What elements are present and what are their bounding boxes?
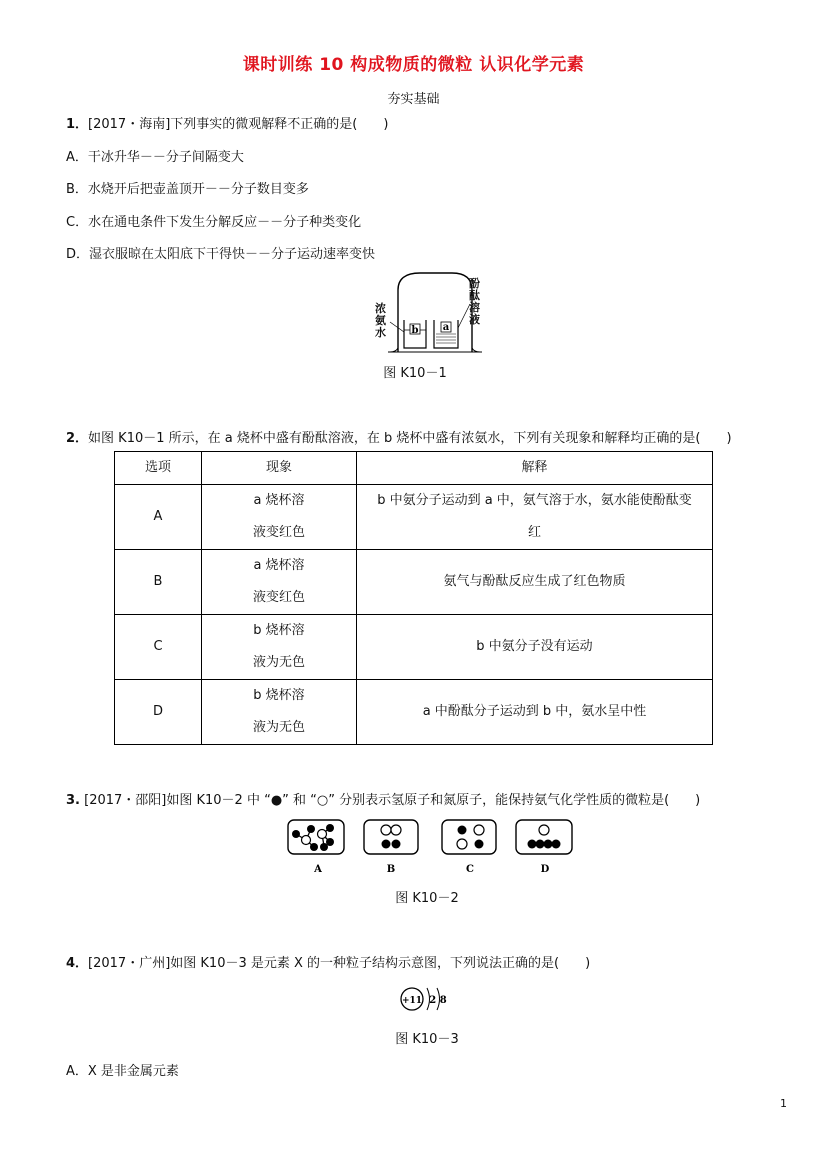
question-4: [66, 952, 590, 971]
question-3: [66, 789, 700, 808]
question-stem: 如图 K10－1 所示，在 a 烧杯中盛有酚酞溶液，在 b 烧杯中盛有浓氨水，下列有关现象和解释均正确的是( ): [88, 431, 732, 446]
figure-caption: 图 K10－3: [395, 1032, 459, 1047]
cell-explanation: b 中氨分子运动到 a 中，氨气溶于水，氨水能使酚酞变 红: [357, 485, 713, 550]
question-stem: [2017・广州]如图 K10－3 是元素 X 的一种粒子结构示意图，下列说法正确的是( ): [88, 956, 591, 971]
cell-option: A: [115, 485, 202, 550]
label-concentrated-ammonia: 浓氨水: [375, 302, 386, 339]
molecule-option-b: [364, 820, 418, 854]
question-number: 4．: [66, 956, 89, 971]
question-number: 3.: [66, 793, 80, 808]
question-number: 2．: [66, 431, 89, 446]
molecule-label-b: B: [386, 864, 396, 875]
option-c: C．水在通电条件下发生分解反应－－分子种类变化: [66, 215, 362, 230]
figure-molecules: [284, 816, 574, 880]
answer-table: [114, 451, 713, 745]
question-1: [66, 113, 388, 132]
cell-option: D: [115, 680, 202, 745]
cell-explanation: b 中氨分子没有运动: [357, 615, 713, 680]
table-row: [115, 615, 713, 680]
section-heading: 夯实基础: [387, 92, 440, 107]
option-a: A．X 是非金属元素: [66, 1064, 179, 1079]
table-row: [115, 550, 713, 615]
molecule-option-d: [516, 820, 572, 854]
cell-option: C: [115, 615, 202, 680]
header-phenomenon: 现象: [202, 452, 357, 485]
molecule-label-c: C: [466, 864, 474, 875]
cell-phenomenon: a 烧杯溶 液变红色: [202, 485, 357, 550]
option-a: A．干冰升华－－分子间隔变大: [66, 150, 244, 165]
question-stem: [2017・海南]下列事实的微观解释不正确的是( ): [88, 117, 389, 132]
cell-phenomenon: b 烧杯溶 液为无色: [202, 680, 357, 745]
table-row: [115, 485, 713, 550]
electron-shells: 2 8: [429, 995, 447, 1006]
beaker-a-label: a: [442, 322, 450, 333]
figure-caption: 图 K10－1: [383, 366, 447, 381]
cell-option: B: [115, 550, 202, 615]
option-d: D．湿衣服晾在太阳底下干得快－－分子运动速率变快: [66, 247, 376, 262]
molecule-label-a: A: [314, 864, 322, 875]
beaker-a: [434, 320, 458, 348]
table-row: [115, 680, 713, 745]
molecule-option-a: [288, 820, 344, 854]
label-phenolphthalein: 酚酞溶液: [469, 277, 480, 326]
beaker-b-label: b: [411, 325, 419, 336]
figure-caption: 图 K10－2: [395, 891, 459, 906]
question-number: 1．: [66, 117, 89, 132]
molecule-option-c: [442, 820, 496, 854]
question-stem: [2017・邵阳]如图 K10－2 中 “●” 和 “○” 分别表示氢原子和氮原子，能保持氨气化学性质的微粒是( ): [84, 793, 701, 808]
cell-phenomenon: b 烧杯溶 液为无色: [202, 615, 357, 680]
page-number: 1: [780, 1097, 787, 1110]
table-header-row: [115, 452, 713, 485]
beaker-b: [404, 320, 426, 348]
nucleus-charge: +11: [401, 996, 423, 1006]
option-b: B．水烧开后把壶盖顶开－－分子数目变多: [66, 182, 309, 197]
figure-atom-structure: [396, 982, 456, 1016]
molecule-label-d: D: [540, 864, 550, 875]
cell-explanation: a 中酚酞分子运动到 b 中，氨水呈中性: [357, 680, 713, 745]
cell-explanation: 氨气与酚酞反应生成了红色物质: [357, 550, 713, 615]
page-title: 课时训练 10 构成物质的微粒 认识化学元素: [242, 55, 585, 75]
header-option: 选项: [115, 452, 202, 485]
header-explanation: 解释: [357, 452, 713, 485]
question-2: [66, 427, 732, 446]
cell-phenomenon: a 烧杯溶 液变红色: [202, 550, 357, 615]
